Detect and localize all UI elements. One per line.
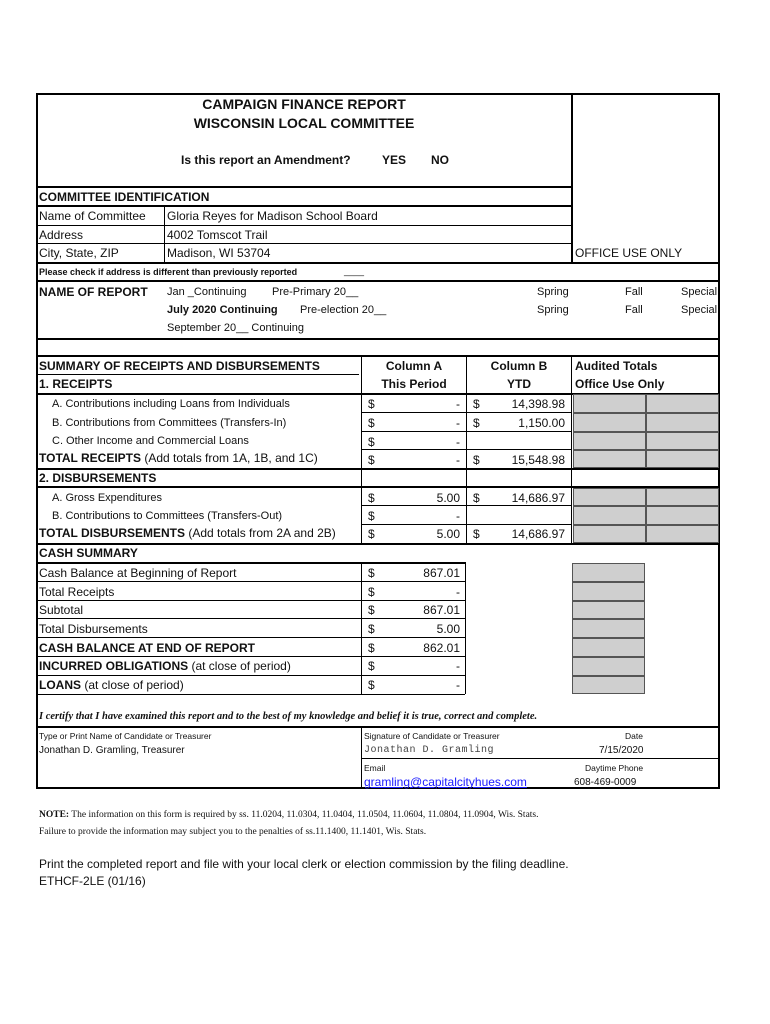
cash-value[interactable]: 5.00 bbox=[436, 622, 460, 636]
divider bbox=[37, 543, 719, 545]
incurred-obligations-note: (at close of period) bbox=[188, 659, 291, 673]
penalty-note: Failure to provide the information may subject you to the penalties of ss.11.1400, 11.1401, Wis. Stats. bbox=[39, 827, 427, 837]
total-receipts-bold: TOTAL RECEIPTS bbox=[39, 451, 142, 465]
amendment-question: Is this report an Amendment? bbox=[181, 153, 351, 167]
dollar-sign: $ bbox=[368, 416, 375, 430]
divider bbox=[37, 355, 719, 357]
audit-cell[interactable] bbox=[572, 563, 645, 582]
dollar-sign: $ bbox=[368, 397, 375, 411]
address-field[interactable]: 4002 Tomscot Trail bbox=[167, 228, 268, 242]
total-disbursements-note: (Add totals from 2A and 2B) bbox=[185, 526, 336, 540]
divider bbox=[361, 524, 571, 525]
dollar-sign: $ bbox=[368, 622, 375, 636]
cash-row-label: Total Receipts bbox=[39, 585, 115, 599]
column-a-heading: Column A bbox=[385, 359, 443, 373]
divider bbox=[37, 225, 572, 226]
loans-bold: LOANS bbox=[39, 678, 81, 692]
divider bbox=[37, 243, 572, 244]
cash-value[interactable]: - bbox=[456, 678, 460, 692]
name-of-report-label: NAME OF REPORT bbox=[39, 285, 148, 299]
audit-cell[interactable] bbox=[573, 525, 646, 543]
cash-value[interactable]: 867.01 bbox=[423, 603, 460, 617]
receipt-row-label: C. Other Income and Commercial Loans bbox=[52, 435, 249, 447]
divider bbox=[37, 726, 719, 728]
divider bbox=[37, 338, 719, 340]
option-fall-1[interactable]: Fall bbox=[625, 286, 643, 298]
column-b-heading: Column B bbox=[490, 359, 548, 373]
audit-cell[interactable] bbox=[646, 506, 719, 525]
committee-section-title: COMMITTEE IDENTIFICATION bbox=[39, 190, 210, 204]
divider bbox=[466, 356, 467, 393]
option-special-2[interactable]: Special bbox=[681, 304, 718, 316]
dollar-sign: $ bbox=[368, 509, 375, 523]
option-july-continuing[interactable]: July 2020 Continuing bbox=[167, 304, 278, 316]
total-disbursements-b[interactable]: 14,686.97 bbox=[511, 527, 565, 541]
dollar-sign: $ bbox=[368, 491, 375, 505]
audit-cell[interactable] bbox=[573, 488, 646, 506]
office-use-divider bbox=[571, 94, 573, 263]
dollar-sign: $ bbox=[368, 566, 375, 580]
divider bbox=[164, 206, 165, 263]
divider bbox=[37, 694, 465, 695]
divider bbox=[37, 656, 465, 657]
option-pre-election[interactable]: Pre-election 20__ bbox=[300, 304, 387, 316]
total-receipts-a[interactable]: - bbox=[456, 453, 460, 467]
office-use-only-heading: Office Use Only bbox=[575, 377, 665, 391]
city-field[interactable]: Madison, WI 53704 bbox=[167, 246, 271, 260]
divider bbox=[361, 431, 571, 432]
date-label: Date bbox=[625, 731, 643, 741]
dollar-sign: $ bbox=[473, 416, 480, 430]
address-change-note: Please check if address is different than previously reported bbox=[39, 267, 298, 277]
cash-row-label: CASH BALANCE AT END OF REPORT bbox=[39, 641, 255, 655]
divider bbox=[37, 562, 465, 564]
receipt-b-value[interactable]: 14,398.98 bbox=[511, 397, 565, 411]
audit-cell[interactable] bbox=[646, 394, 719, 413]
dollar-sign: $ bbox=[368, 659, 375, 673]
dollar-sign: $ bbox=[473, 397, 480, 411]
audit-cell[interactable] bbox=[646, 413, 719, 432]
cash-row-label: Cash Balance at Beginning of Report bbox=[39, 566, 237, 580]
summary-title: SUMMARY OF RECEIPTS AND DISBURSEMENTS bbox=[39, 359, 320, 373]
disbursement-a-value[interactable]: - bbox=[456, 509, 460, 523]
email-label: Email bbox=[364, 763, 386, 773]
dollar-sign: $ bbox=[368, 678, 375, 692]
option-spring-2[interactable]: Spring bbox=[537, 304, 569, 316]
audit-cell[interactable] bbox=[646, 450, 719, 468]
email-link[interactable]: gramling@capitalcityhues.com bbox=[364, 775, 527, 789]
column-a-subheading: This Period bbox=[381, 377, 447, 391]
audit-cell[interactable] bbox=[646, 432, 719, 450]
divider bbox=[37, 468, 719, 470]
disbursement-a-value[interactable]: 5.00 bbox=[436, 491, 460, 505]
dollar-sign: $ bbox=[368, 453, 375, 467]
filing-instruction: Print the completed report and file with your local clerk or election commission by the filing deadline. bbox=[39, 857, 569, 871]
total-disbursements-bold: TOTAL DISBURSEMENTS bbox=[39, 526, 186, 540]
divider bbox=[466, 394, 467, 543]
option-spring-1[interactable]: Spring bbox=[537, 286, 569, 298]
address-label: Address bbox=[39, 228, 84, 242]
cash-value[interactable]: - bbox=[456, 659, 460, 673]
cash-summary-heading: CASH SUMMARY bbox=[39, 546, 138, 560]
incurred-obligations-label bbox=[39, 659, 291, 673]
audit-cell[interactable] bbox=[572, 601, 645, 619]
audit-cell[interactable] bbox=[573, 413, 646, 432]
loans-label bbox=[39, 678, 184, 692]
incurred-obligations-bold: INCURRED OBLIGATIONS bbox=[39, 659, 189, 673]
city-label: City, State, ZIP bbox=[39, 246, 119, 260]
dollar-sign: $ bbox=[473, 491, 480, 505]
treasurer-name-field[interactable]: Jonathan D. Gramling, Treasurer bbox=[39, 745, 185, 756]
note-line bbox=[39, 810, 539, 820]
total-receipts-label bbox=[39, 451, 318, 465]
committee-name-field[interactable]: Gloria Reyes for Madison School Board bbox=[167, 209, 378, 223]
disbursement-b-value[interactable]: 14,686.97 bbox=[511, 491, 565, 505]
certification-statement: I certify that I have examined this report and to the best of my knowledge and belief it is true, correct and complete. bbox=[39, 711, 538, 722]
phone-field[interactable]: 608-469-0009 bbox=[574, 777, 637, 788]
note-label: NOTE: bbox=[39, 810, 70, 820]
audit-cell[interactable] bbox=[572, 638, 645, 657]
total-receipts-note: (Add totals from 1A, 1B, and 1C) bbox=[141, 451, 318, 465]
receipt-a-value[interactable]: - bbox=[456, 416, 460, 430]
divider bbox=[37, 581, 465, 582]
receipt-row-label: B. Contributions from Committees (Transfers-In) bbox=[52, 417, 287, 429]
option-special-1[interactable]: Special bbox=[681, 286, 718, 298]
report-subtitle: WISCONSIN LOCAL COMMITTEE bbox=[193, 115, 415, 131]
dollar-sign: $ bbox=[368, 641, 375, 655]
receipt-a-value[interactable]: - bbox=[456, 435, 460, 449]
divider bbox=[361, 449, 571, 450]
audit-cell[interactable] bbox=[572, 676, 645, 694]
divider bbox=[361, 412, 571, 413]
receipts-heading: 1. RECEIPTS bbox=[39, 377, 113, 391]
office-use-label: OFFICE USE ONLY bbox=[575, 246, 683, 260]
form-id: ETHCF-2LE (01/16) bbox=[39, 874, 146, 888]
divider bbox=[37, 262, 719, 264]
audit-cell[interactable] bbox=[572, 657, 645, 676]
phone-label: Daytime Phone bbox=[585, 763, 644, 773]
disbursement-row-label: B. Contributions to Committees (Transfers-Out) bbox=[52, 510, 283, 522]
divider bbox=[37, 618, 465, 619]
divider bbox=[37, 675, 465, 676]
divider bbox=[361, 356, 362, 393]
divider bbox=[465, 562, 466, 694]
divider bbox=[571, 394, 572, 543]
audit-cell[interactable] bbox=[572, 619, 645, 638]
note-text: The information on this form is required by ss. 11.0204, 11.0304, 11.0404, 11.0504, 11.0604, 11.0804, 11.0904, Wis. Stats. bbox=[69, 810, 539, 820]
dollar-sign: $ bbox=[368, 585, 375, 599]
dollar-sign: $ bbox=[473, 453, 480, 467]
option-pre-primary[interactable]: Pre-Primary 20__ bbox=[272, 286, 359, 298]
divider bbox=[37, 205, 572, 207]
receipt-row-label: A. Contributions including Loans from Individuals bbox=[52, 398, 290, 410]
cash-value[interactable]: - bbox=[456, 585, 460, 599]
committee-name-label: Name of Committee bbox=[39, 209, 146, 223]
dollar-sign: $ bbox=[368, 435, 375, 449]
divider bbox=[571, 356, 572, 393]
signature-field[interactable]: Jonathan D. Gramling bbox=[364, 745, 495, 756]
total-disbursements-a[interactable]: 5.00 bbox=[436, 527, 460, 541]
divider bbox=[361, 505, 571, 506]
cash-row-label: Total Disbursements bbox=[39, 622, 148, 636]
receipt-a-value[interactable]: - bbox=[456, 397, 460, 411]
cash-value[interactable]: 867.01 bbox=[423, 566, 460, 580]
disbursements-heading: 2. DISBURSEMENTS bbox=[39, 471, 157, 485]
address-change-checkbox[interactable]: ____ bbox=[344, 266, 365, 276]
name-label: Type or Print Name of Candidate or Treasurer bbox=[39, 731, 212, 741]
divider bbox=[37, 374, 359, 375]
divider bbox=[361, 394, 362, 543]
audit-cell[interactable] bbox=[646, 488, 719, 506]
option-fall-2[interactable]: Fall bbox=[625, 304, 643, 316]
audited-totals-heading: Audited Totals bbox=[575, 359, 658, 373]
report-title: CAMPAIGN FINANCE REPORT bbox=[202, 96, 406, 112]
amendment-yes[interactable]: YES bbox=[382, 153, 407, 167]
total-disbursements-label bbox=[39, 526, 336, 540]
divider bbox=[361, 758, 719, 759]
loans-note: (at close of period) bbox=[81, 678, 184, 692]
divider bbox=[37, 280, 719, 282]
option-september-continuing[interactable]: September 20__ Continuing bbox=[167, 322, 304, 334]
audit-cell[interactable] bbox=[573, 432, 646, 450]
cash-value[interactable]: 862.01 bbox=[423, 641, 460, 655]
audit-cell[interactable] bbox=[573, 450, 646, 468]
receipt-b-value[interactable]: 1,150.00 bbox=[518, 416, 565, 430]
audit-cell[interactable] bbox=[572, 582, 645, 601]
amendment-no[interactable]: NO bbox=[431, 153, 449, 167]
dollar-sign: $ bbox=[473, 527, 480, 541]
cash-row-label: Subtotal bbox=[39, 603, 84, 617]
total-receipts-b[interactable]: 15,548.98 bbox=[511, 453, 565, 467]
dollar-sign: $ bbox=[368, 603, 375, 617]
divider bbox=[37, 637, 465, 638]
divider bbox=[37, 600, 465, 601]
date-field[interactable]: 7/15/2020 bbox=[599, 745, 644, 756]
option-jan-continuing[interactable]: Jan _Continuing bbox=[167, 286, 247, 298]
divider bbox=[37, 186, 572, 188]
audit-cell[interactable] bbox=[573, 394, 646, 413]
signature-label: Signature of Candidate or Treasurer bbox=[364, 731, 500, 741]
dollar-sign: $ bbox=[368, 527, 375, 541]
audit-cell[interactable] bbox=[573, 506, 646, 525]
disbursement-row-label: A. Gross Expenditures bbox=[52, 492, 163, 504]
audit-cell[interactable] bbox=[646, 525, 719, 543]
column-b-subheading: YTD bbox=[507, 377, 531, 391]
